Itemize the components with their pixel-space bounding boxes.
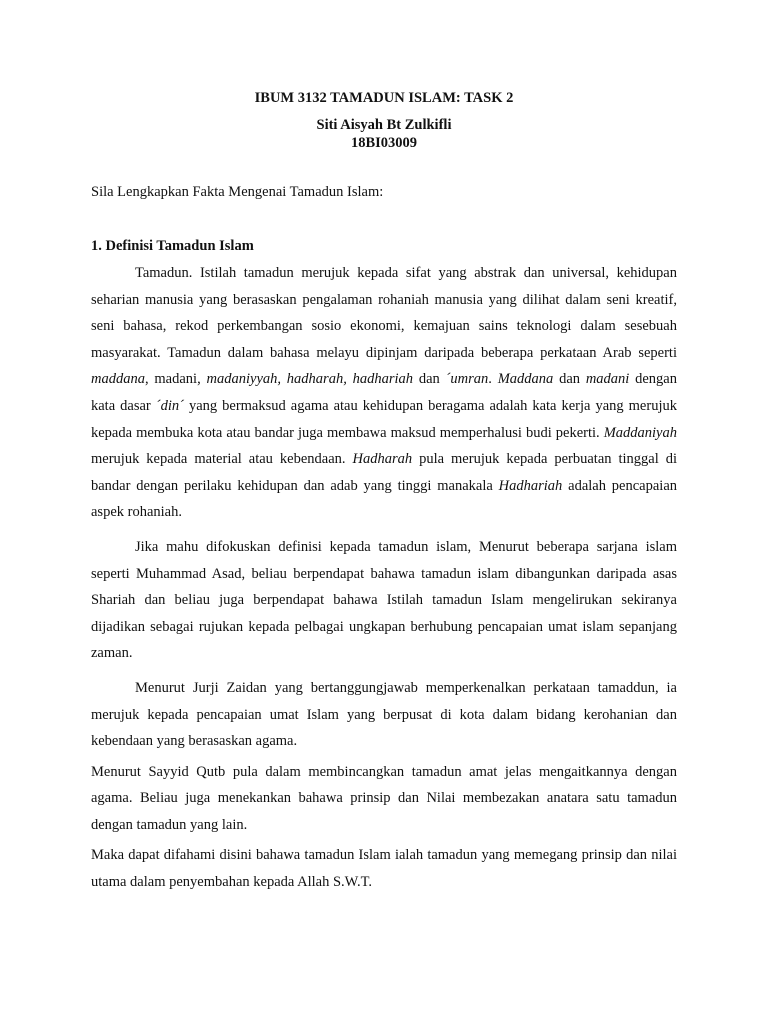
instruction-text: Sila Lengkapkan Fakta Mengenai Tamadun Islam: [91,184,384,200]
paragraph-4: Menurut Sayyid Qutb pula dalam membincangkan tamadun amat jelas mengaitkannya dengan agama. Beliau juga menekankan bahawa prinsip dan Nilai membezakan anatara satu tamadun dengan tamadun yang lain. [91,763,677,833]
document-header [0,89,768,152]
paragraph-3: Menurut Jurji Zaidan yang bertanggungjawab memperkenalkan perkataan tamaddun, ia merujuk kepada pencapaian umat Islam yang berpusat di kota dalam bidang kerohanian dan kebendaan yang berasaskan agama. [91,679,677,750]
author-name: Siti Aisyah Bt Zulkifli [316,117,452,133]
document-title: IBUM 3132 TAMADUN ISLAM: TASK 2 [254,90,514,106]
student-id: 18BI03009 [350,135,418,151]
section-heading: 1. Definisi Tamadun Islam [91,238,254,254]
paragraph-2: Jika mahu difokuskan definisi kepada tamadun islam, Menurut beberapa sarjana islam seperti Muhammad Asad, beliau berpendapat bahawa tamadun islam dibangunkan daripada asas Shariah dan beliau juga berpendapat bahawa Istilah tamadun Islam mengelirukan sekiranya dijadikan sebagai rujukan kepada pelbagai ungkapan berhubung pencapaian umat islam sepanjang zaman. [91,538,677,662]
paragraph-5: Maka dapat difahami disini bahawa tamadun Islam ialah tamadun yang memegang prinsip dan nilai utama dalam penyembahan kepada Allah S.W.T. [91,847,677,891]
section-body [91,260,677,896]
paragraph-1: Tamadun. Istilah tamadun merujuk kepada sifat yang abstrak dan universal, kehidupan seharian manusia yang berasaskan pengalaman rohaniah manusia yang dilihat dalam seni kreatif, seni bahasa, rekod perkembangan sosio ekonomi, kemajuan sains teknologi dalam sesebuah masyarakat. Tamadun dalam bahasa melayu dipinjam daripada beberapa perkataan Arab seperti maddana, madani, madaniyyah, hadharah, hadhariah dan ´umran. Maddana dan madani dengan kata dasar ´din´ yang bermaksud agama atau kehidupan beragama adalah kata kerja yang merujuk kepada membuka kota atau bandar juga membawa maksud memperhalusi budi pekerti. Maddaniyah merujuk kepada material atau kebendaan. Hadharah pula merujuk kepada perbuatan tinggal di bandar dengan perilaku kehidupan dan adab yang tinggi manakala Hadhariah adalah pencapaian aspek rohaniah. [91,265,678,521]
